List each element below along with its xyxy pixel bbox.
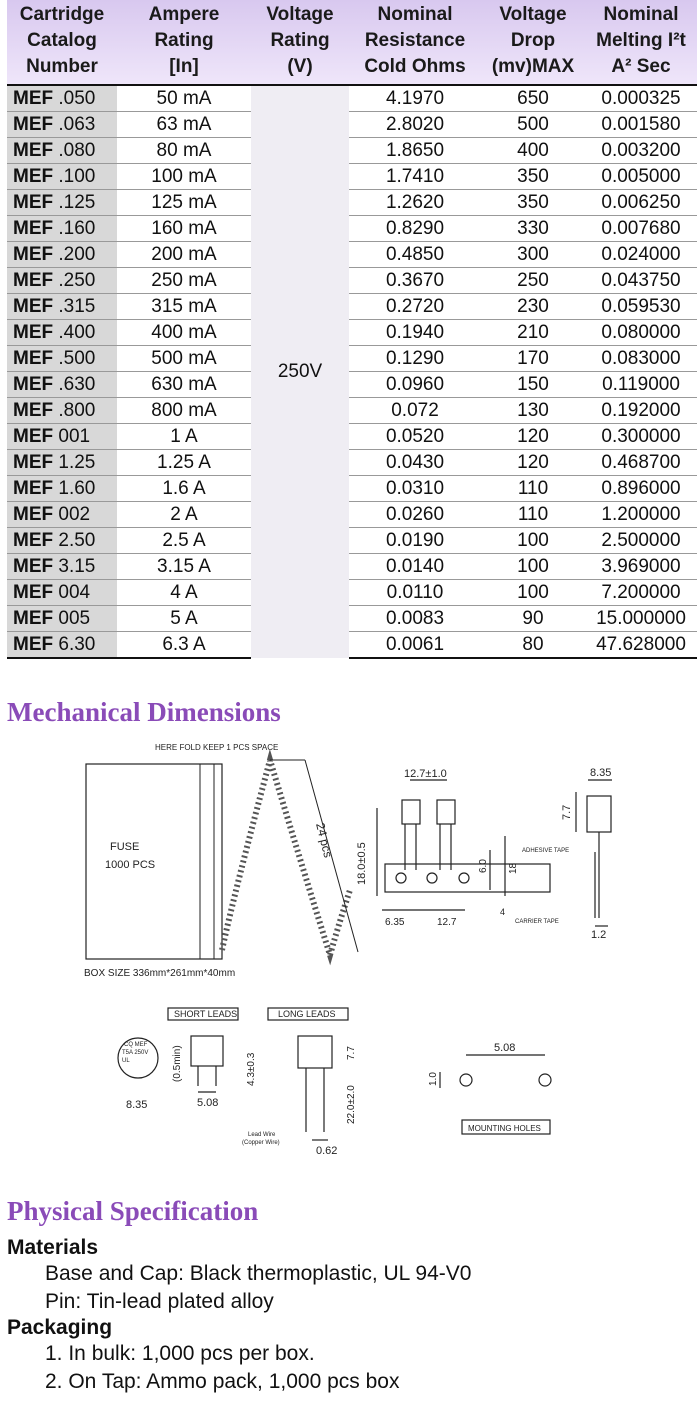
- table-cell-ampere: 250 mA: [117, 268, 251, 294]
- side-lead: 1.2: [591, 929, 607, 941]
- column-header-line: [In]: [169, 56, 199, 77]
- table-cell-drop: 100: [481, 528, 585, 554]
- table-cell-melt: 0.300000: [585, 424, 697, 450]
- table-cell-drop: 100: [481, 580, 585, 606]
- table-cell-drop: 90: [481, 606, 585, 632]
- catalog-number: 1.60: [58, 477, 96, 499]
- table-cell-ampere: 200 mA: [117, 242, 251, 268]
- catalog-prefix: MEF: [13, 555, 54, 577]
- table-row: [7, 294, 697, 320]
- catalog-prefix: MEF: [13, 217, 54, 239]
- table-row: [7, 554, 697, 580]
- table-cell-catalog: [7, 216, 117, 242]
- table-cell-catalog: [7, 268, 117, 294]
- table-cell-catalog: [7, 164, 117, 190]
- table-cell-catalog: [7, 528, 117, 554]
- tape-pitch: 12.7±1.0: [404, 768, 447, 780]
- table-cell-drop: 110: [481, 476, 585, 502]
- side-width: 8.35: [590, 767, 612, 779]
- column-header-line: Cold Ohms: [364, 56, 466, 77]
- catalog-number: 3.15: [58, 555, 96, 577]
- table-cell-drop: 500: [481, 112, 585, 138]
- table-row: [7, 85, 697, 112]
- lead-wire-line1: Lead Wire: [248, 1132, 276, 1138]
- table-cell-melt: 0.003200: [585, 138, 697, 164]
- catalog-number: .050: [58, 87, 96, 109]
- table-cell-catalog: [7, 112, 117, 138]
- fuse-mark-line2: T5A 250V: [122, 1050, 149, 1056]
- column-header: [117, 0, 251, 85]
- table-cell-melt: 3.969000: [585, 554, 697, 580]
- packaging-item: 1. In bulk: 1,000 pcs per box.: [45, 1342, 315, 1365]
- catalog-number: .500: [58, 347, 96, 369]
- column-header-line: Catalog: [27, 30, 97, 51]
- table-cell-res: 0.0520: [349, 424, 481, 450]
- table-cell-ampere: 3.15 A: [117, 554, 251, 580]
- catalog-prefix: MEF: [13, 607, 54, 629]
- table-cell-catalog: [7, 502, 117, 528]
- catalog-number: .160: [58, 217, 96, 239]
- table-cell-catalog: [7, 242, 117, 268]
- mechanical-diagram: [60, 740, 700, 1160]
- short-min: (0.5min): [172, 1045, 183, 1082]
- catalog-prefix: MEF: [13, 451, 54, 473]
- table-cell-ampere: 80 mA: [117, 138, 251, 164]
- long-leads-label: LONG LEADS: [278, 1009, 336, 1019]
- table-cell-ampere: 125 mA: [117, 190, 251, 216]
- dim-4: 4: [500, 907, 506, 917]
- material-item: Base and Cap: Black thermoplastic, UL 94-V0: [45, 1262, 472, 1285]
- table-cell-res: 0.0140: [349, 554, 481, 580]
- catalog-number: .630: [58, 373, 96, 395]
- column-header-line: (mv)MAX: [491, 56, 575, 77]
- table-cell-ampere: 2 A: [117, 502, 251, 528]
- table-cell-catalog: [7, 424, 117, 450]
- catalog-number: 004: [58, 581, 91, 603]
- catalog-prefix: MEF: [13, 529, 54, 551]
- table-cell-drop: 400: [481, 138, 585, 164]
- table-cell-drop: 350: [481, 164, 585, 190]
- table-cell-melt: 7.200000: [585, 580, 697, 606]
- catalog-prefix: MEF: [13, 347, 54, 369]
- table-cell-drop: 120: [481, 424, 585, 450]
- table-cell-ampere: 800 mA: [117, 398, 251, 424]
- table-cell-catalog: [7, 346, 117, 372]
- column-header-line: Nominal: [377, 4, 453, 25]
- table-row: [7, 164, 697, 190]
- table-cell-drop: 210: [481, 320, 585, 346]
- table-cell-catalog: [7, 190, 117, 216]
- table-cell-melt: 0.043750: [585, 268, 697, 294]
- table-cell-ampere: 2.5 A: [117, 528, 251, 554]
- catalog-prefix: MEF: [13, 399, 54, 421]
- catalog-number: .800: [58, 399, 96, 421]
- table-row: [7, 242, 697, 268]
- fuse-label: FUSE: [110, 841, 140, 853]
- table-cell-ampere: 630 mA: [117, 372, 251, 398]
- table-cell-drop: 350: [481, 190, 585, 216]
- table-cell-melt: 0.080000: [585, 320, 697, 346]
- table-row: [7, 216, 697, 242]
- material-item: Pin: Tin-lead plated alloy: [45, 1290, 274, 1313]
- adhesive-tape-label: ADHESIVE TAPE: [522, 848, 570, 854]
- table-body: [7, 85, 697, 658]
- table-cell-ampere: 50 mA: [117, 85, 251, 112]
- table-cell-catalog: [7, 372, 117, 398]
- table-row: [7, 424, 697, 450]
- table-cell-drop: 150: [481, 372, 585, 398]
- table-cell-melt: 2.500000: [585, 528, 697, 554]
- table-cell-melt: 0.468700: [585, 450, 697, 476]
- catalog-number: 002: [58, 503, 91, 525]
- catalog-number: .315: [58, 295, 96, 317]
- long-lead-length: 22.0±2.0: [346, 1085, 357, 1124]
- catalog-prefix: MEF: [13, 581, 54, 603]
- table-cell-res: 0.0110: [349, 580, 481, 606]
- hole-pitch: 5.08: [494, 1042, 516, 1054]
- table-row: [7, 528, 697, 554]
- catalog-number: 6.30: [58, 633, 96, 655]
- column-header-line: (V): [287, 56, 313, 77]
- table-cell-ampere: 400 mA: [117, 320, 251, 346]
- table-cell-catalog: [7, 450, 117, 476]
- box-size: BOX SIZE 336mm*261mm*40mm: [84, 968, 236, 979]
- fuse-chain: [222, 760, 350, 955]
- short-height: 4.3±0.3: [246, 1052, 257, 1086]
- column-header-line: Rating: [154, 30, 214, 51]
- side-view-body: [587, 796, 611, 832]
- catalog-prefix: MEF: [13, 243, 54, 265]
- table-cell-res: 0.072: [349, 398, 481, 424]
- table-cell-catalog: [7, 554, 117, 580]
- table-cell-drop: 170: [481, 346, 585, 372]
- table-cell-ampere: 1.25 A: [117, 450, 251, 476]
- column-header-line: Cartridge: [19, 4, 105, 25]
- column-header: [251, 0, 349, 85]
- table-cell-drop: 230: [481, 294, 585, 320]
- table-row: [7, 372, 697, 398]
- column-header: [585, 0, 697, 85]
- rating-table: [7, 0, 697, 659]
- catalog-number: .400: [58, 321, 96, 343]
- table-cell-ampere: 5 A: [117, 606, 251, 632]
- table-cell-ampere: 315 mA: [117, 294, 251, 320]
- catalog-prefix: MEF: [13, 191, 54, 213]
- table-cell-melt: 0.000325: [585, 85, 697, 112]
- table-cell-catalog: [7, 476, 117, 502]
- packaging-heading: Packaging: [7, 1316, 113, 1339]
- table-cell-catalog: [7, 85, 117, 112]
- catalog-number: .125: [58, 191, 96, 213]
- lead-diameter: 0.62: [316, 1145, 338, 1157]
- table-cell-melt: 0.192000: [585, 398, 697, 424]
- fuse-mark-line1: CQ MEF: [124, 1042, 148, 1048]
- table-cell-catalog: [7, 580, 117, 606]
- table-row: [7, 138, 697, 164]
- side-height: 7.7: [561, 804, 573, 820]
- table-cell-melt: 0.006250: [585, 190, 697, 216]
- table-row: [7, 450, 697, 476]
- fuse-qty: 1000 PCS: [105, 859, 156, 871]
- table-cell-res: 0.0430: [349, 450, 481, 476]
- catalog-number: .100: [58, 165, 96, 187]
- table-cell-drop: 100: [481, 554, 585, 580]
- catalog-prefix: MEF: [13, 295, 54, 317]
- column-header-line: Resistance: [364, 30, 466, 51]
- column-header-line: Voltage: [266, 4, 334, 25]
- table-cell-ampere: 1.6 A: [117, 476, 251, 502]
- column-header-line: Number: [26, 56, 98, 77]
- table-cell-drop: 130: [481, 398, 585, 424]
- table-cell-ampere: 1 A: [117, 424, 251, 450]
- dim-18: 18: [508, 862, 519, 874]
- table-cell-res: 1.7410: [349, 164, 481, 190]
- catalog-number: 005: [58, 607, 91, 629]
- column-header-line: Ampere: [148, 4, 220, 25]
- table-row: [7, 476, 697, 502]
- materials-heading: Materials: [7, 1236, 99, 1259]
- table-cell-res: 0.0260: [349, 502, 481, 528]
- table-row: [7, 606, 697, 632]
- table-cell-melt: 0.007680: [585, 216, 697, 242]
- table-cell-ampere: 160 mA: [117, 216, 251, 242]
- column-header-line: A² Sec: [611, 56, 671, 77]
- table-cell-catalog: [7, 606, 117, 632]
- table-row: [7, 112, 697, 138]
- table-cell-melt: 0.001580: [585, 112, 697, 138]
- table-cell-res: 1.2620: [349, 190, 481, 216]
- column-header: [481, 0, 585, 85]
- catalog-number: .200: [58, 243, 96, 265]
- catalog-prefix: MEF: [13, 633, 54, 655]
- table-cell-melt: 0.119000: [585, 372, 697, 398]
- table-cell-drop: 80: [481, 632, 585, 659]
- table-cell-drop: 250: [481, 268, 585, 294]
- table-cell-catalog: [7, 398, 117, 424]
- catalog-prefix: MEF: [13, 113, 54, 135]
- table-row: [7, 632, 697, 659]
- table-cell-res: 0.1940: [349, 320, 481, 346]
- table-cell-res: 0.4850: [349, 242, 481, 268]
- table-cell-melt: 0.005000: [585, 164, 697, 190]
- table-cell-drop: 110: [481, 502, 585, 528]
- catalog-number: 1.25: [58, 451, 96, 473]
- table-cell-melt: 1.200000: [585, 502, 697, 528]
- physical-spec-title: Physical Specification: [7, 1196, 259, 1226]
- column-header: [7, 0, 117, 85]
- mechanical-dimensions-title: Mechanical Dimensions: [7, 697, 281, 727]
- fold-note: HERE FOLD KEEP 1 PCS SPACE: [155, 743, 279, 752]
- table-cell-drop: 300: [481, 242, 585, 268]
- lead-wire-line2: (Copper Wire): [242, 1140, 280, 1146]
- packaging-item: 2. On Tap: Ammo pack, 1,000 pcs box: [45, 1370, 400, 1393]
- hole-diameter: 1.0: [428, 1072, 439, 1086]
- table-cell-drop: 120: [481, 450, 585, 476]
- table-row: [7, 190, 697, 216]
- table-cell-ampere: 63 mA: [117, 112, 251, 138]
- short-pitch: 5.08: [197, 1097, 219, 1109]
- catalog-number: 001: [58, 425, 91, 447]
- table-cell-res: 0.8290: [349, 216, 481, 242]
- fuse-mark-line3: UL: [122, 1058, 130, 1064]
- table-cell-drop: 650: [481, 85, 585, 112]
- long-height: 7.7: [346, 1046, 357, 1060]
- dim-12-7: 12.7: [437, 917, 457, 928]
- table-cell-res: 1.8650: [349, 138, 481, 164]
- catalog-prefix: MEF: [13, 503, 54, 525]
- table-header-row: [7, 0, 697, 85]
- mechanical-drawing: [60, 740, 700, 1160]
- pcs-label: 24 pcs: [313, 821, 336, 860]
- table-cell-res: 2.8020: [349, 112, 481, 138]
- table-row: [7, 346, 697, 372]
- catalog-prefix: MEF: [13, 373, 54, 395]
- table-row: [7, 580, 697, 606]
- mark-diameter: 8.35: [126, 1099, 148, 1111]
- table-cell-melt: 0.896000: [585, 476, 697, 502]
- catalog-prefix: MEF: [13, 87, 54, 109]
- dim-6-35: 6.35: [385, 917, 405, 928]
- column-header-line: Voltage: [499, 4, 567, 25]
- table-cell-res: 4.1970: [349, 85, 481, 112]
- short-leads-label: SHORT LEADS: [174, 1009, 238, 1019]
- catalog-number: 2.50: [58, 529, 96, 551]
- catalog-prefix: MEF: [13, 269, 54, 291]
- rating-table-container: [7, 0, 697, 659]
- table-cell-res: 0.3670: [349, 268, 481, 294]
- table-cell-melt: 47.628000: [585, 632, 697, 659]
- table-cell-res: 0.0960: [349, 372, 481, 398]
- table-cell-melt: 0.024000: [585, 242, 697, 268]
- table-cell-drop: 330: [481, 216, 585, 242]
- physical-spec: [7, 1236, 471, 1396]
- table-cell-res: 0.1290: [349, 346, 481, 372]
- column-header-line: Nominal: [603, 4, 679, 25]
- table-cell-voltage: 250V: [251, 85, 349, 658]
- fuse-chain-inbox: [200, 764, 214, 959]
- table-cell-res: 0.2720: [349, 294, 481, 320]
- catalog-prefix: MEF: [13, 321, 54, 343]
- table-cell-catalog: [7, 320, 117, 346]
- table-cell-melt: 0.083000: [585, 346, 697, 372]
- column-header-line: Melting I²t: [596, 30, 686, 51]
- table-row: [7, 398, 697, 424]
- table-cell-catalog: [7, 138, 117, 164]
- column-header-line: Drop: [510, 30, 556, 51]
- table-cell-melt: 0.059530: [585, 294, 697, 320]
- table-cell-catalog: [7, 632, 117, 659]
- table-row: [7, 502, 697, 528]
- mounting-holes-label: MOUNTING HOLES: [468, 1124, 541, 1133]
- column-header-line: Rating: [270, 30, 330, 51]
- dim-6-0: 6.0: [478, 859, 489, 873]
- table-cell-melt: 15.000000: [585, 606, 697, 632]
- catalog-number: .080: [58, 139, 96, 161]
- table-cell-res: 0.0190: [349, 528, 481, 554]
- column-header: [349, 0, 481, 85]
- catalog-prefix: MEF: [13, 425, 54, 447]
- table-row: [7, 268, 697, 294]
- catalog-prefix: MEF: [13, 165, 54, 187]
- carrier-tape-label: CARRIER TAPE: [515, 919, 559, 925]
- table-cell-ampere: 6.3 A: [117, 632, 251, 659]
- catalog-number: .250: [58, 269, 96, 291]
- table-cell-res: 0.0061: [349, 632, 481, 659]
- catalog-number: .063: [58, 113, 96, 135]
- tape-height: 18.0±0.5: [356, 842, 368, 885]
- table-cell-ampere: 500 mA: [117, 346, 251, 372]
- table-cell-ampere: 100 mA: [117, 164, 251, 190]
- table-cell-res: 0.0083: [349, 606, 481, 632]
- table-cell-catalog: [7, 294, 117, 320]
- catalog-prefix: MEF: [13, 139, 54, 161]
- catalog-prefix: MEF: [13, 477, 54, 499]
- table-row: [7, 320, 697, 346]
- table-cell-res: 0.0310: [349, 476, 481, 502]
- carrier-tape: [385, 864, 550, 892]
- table-cell-ampere: 4 A: [117, 580, 251, 606]
